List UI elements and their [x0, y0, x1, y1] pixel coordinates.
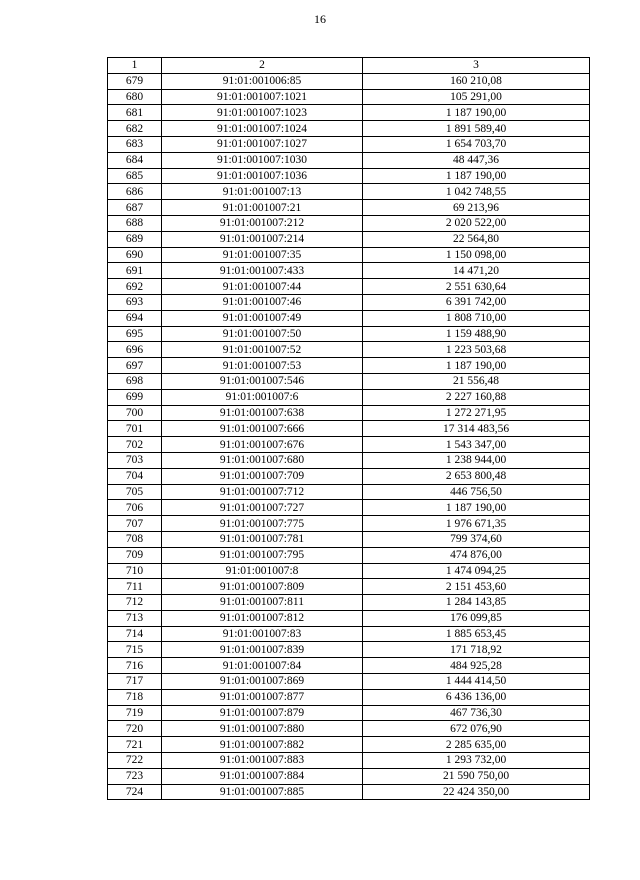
- table-row: [108, 468, 590, 484]
- table-row: [108, 405, 590, 421]
- row-number-cell: 681: [108, 105, 162, 121]
- row-number-cell: 684: [108, 152, 162, 168]
- row-number-cell: 719: [108, 705, 162, 721]
- table-row: [108, 105, 590, 121]
- cadastral-number-cell: 91:01:001007:8: [162, 563, 363, 579]
- table-row: [108, 737, 590, 753]
- row-number-cell: 703: [108, 452, 162, 468]
- cadastral-number-cell: 91:01:001007:84: [162, 658, 363, 674]
- value-cell: 2 551 630,64: [363, 279, 590, 295]
- table-row: [108, 184, 590, 200]
- table-row: [108, 626, 590, 642]
- row-number-cell: 692: [108, 279, 162, 295]
- table-row: [108, 563, 590, 579]
- value-cell: 22 564,80: [363, 231, 590, 247]
- row-number-cell: 693: [108, 294, 162, 310]
- value-cell: 6 436 136,00: [363, 689, 590, 705]
- value-cell: 48 447,36: [363, 152, 590, 168]
- row-number-cell: 702: [108, 437, 162, 453]
- row-number-cell: 715: [108, 642, 162, 658]
- table-row: [108, 579, 590, 595]
- value-cell: 69 213,96: [363, 200, 590, 216]
- table-row: [108, 326, 590, 342]
- value-cell: 1 223 503,68: [363, 342, 590, 358]
- row-number-cell: 711: [108, 579, 162, 595]
- cadastral-number-cell: 91:01:001007:879: [162, 705, 363, 721]
- table-row: [108, 516, 590, 532]
- row-number-cell: 709: [108, 547, 162, 563]
- value-cell: 2 653 800,48: [363, 468, 590, 484]
- cadastral-number-cell: 91:01:001007:1024: [162, 121, 363, 137]
- value-cell: 22 424 350,00: [363, 784, 590, 800]
- row-number-cell: 682: [108, 121, 162, 137]
- table-row: [108, 200, 590, 216]
- table-row: [108, 689, 590, 705]
- value-cell: 14 471,20: [363, 263, 590, 279]
- row-number-cell: 706: [108, 500, 162, 516]
- row-number-cell: 696: [108, 342, 162, 358]
- value-cell: 1 885 653,45: [363, 626, 590, 642]
- table-row: [108, 421, 590, 437]
- cadastral-number-cell: 91:01:001007:83: [162, 626, 363, 642]
- cadastral-number-cell: 91:01:001007:781: [162, 531, 363, 547]
- table-row: [108, 168, 590, 184]
- row-number-cell: 690: [108, 247, 162, 263]
- cadastral-number-cell: 91:01:001007:676: [162, 437, 363, 453]
- row-number-cell: 688: [108, 215, 162, 231]
- cadastral-value-table: [107, 57, 590, 800]
- row-number-cell: 691: [108, 263, 162, 279]
- table-row: [108, 231, 590, 247]
- value-cell: 1 272 271,95: [363, 405, 590, 421]
- value-cell: 105 291,00: [363, 89, 590, 105]
- row-number-cell: 722: [108, 753, 162, 769]
- value-cell: 446 756,50: [363, 484, 590, 500]
- row-number-cell: 686: [108, 184, 162, 200]
- cadastral-number-cell: 91:01:001007:709: [162, 468, 363, 484]
- row-number-cell: 689: [108, 231, 162, 247]
- cadastral-number-cell: 91:01:001007:877: [162, 689, 363, 705]
- table-row: [108, 705, 590, 721]
- cadastral-number-cell: 91:01:001007:882: [162, 737, 363, 753]
- row-number-cell: 705: [108, 484, 162, 500]
- row-number-cell: 680: [108, 89, 162, 105]
- value-cell: 1 150 098,00: [363, 247, 590, 263]
- table-row: [108, 215, 590, 231]
- row-number-cell: 724: [108, 784, 162, 800]
- table-row: [108, 674, 590, 690]
- value-cell: 1 187 190,00: [363, 500, 590, 516]
- cadastral-number-cell: 91:01:001007:214: [162, 231, 363, 247]
- row-number-cell: 700: [108, 405, 162, 421]
- value-cell: 1 654 703,70: [363, 136, 590, 152]
- cadastral-number-cell: 91:01:001007:212: [162, 215, 363, 231]
- table-row: [108, 263, 590, 279]
- cadastral-number-cell: 91:01:001007:638: [162, 405, 363, 421]
- table-row: [108, 484, 590, 500]
- cadastral-number-cell: 91:01:001006:85: [162, 73, 363, 89]
- cadastral-number-cell: 91:01:001007:885: [162, 784, 363, 800]
- table-row: [108, 342, 590, 358]
- column-header-cadastral-number: 2: [162, 58, 363, 74]
- table-row: [108, 452, 590, 468]
- cadastral-number-cell: 91:01:001007:53: [162, 358, 363, 374]
- cadastral-number-cell: 91:01:001007:712: [162, 484, 363, 500]
- cadastral-number-cell: 91:01:001007:1023: [162, 105, 363, 121]
- value-cell: 21 556,48: [363, 373, 590, 389]
- page-number: 16: [314, 12, 326, 26]
- row-number-cell: 723: [108, 768, 162, 784]
- row-number-cell: 679: [108, 73, 162, 89]
- cadastral-number-cell: 91:01:001007:1036: [162, 168, 363, 184]
- cadastral-number-cell: 91:01:001007:680: [162, 452, 363, 468]
- column-header-number: 1: [108, 58, 162, 74]
- cadastral-number-cell: 91:01:001007:812: [162, 610, 363, 626]
- row-number-cell: 712: [108, 595, 162, 611]
- table-row: [108, 373, 590, 389]
- row-number-cell: 707: [108, 516, 162, 532]
- table-body: [108, 73, 590, 800]
- cadastral-number-cell: 91:01:001007:869: [162, 674, 363, 690]
- value-cell: 171 718,92: [363, 642, 590, 658]
- table-row: [108, 152, 590, 168]
- cadastral-number-cell: 91:01:001007:1021: [162, 89, 363, 105]
- cadastral-number-cell: 91:01:001007:884: [162, 768, 363, 784]
- value-cell: 1 187 190,00: [363, 105, 590, 121]
- cadastral-number-cell: 91:01:001007:49: [162, 310, 363, 326]
- table-row: [108, 531, 590, 547]
- cadastral-number-cell: 91:01:001007:1027: [162, 136, 363, 152]
- row-number-cell: 717: [108, 674, 162, 690]
- table-row: [108, 136, 590, 152]
- cadastral-number-cell: 91:01:001007:880: [162, 721, 363, 737]
- row-number-cell: 704: [108, 468, 162, 484]
- value-cell: 160 210,08: [363, 73, 590, 89]
- table-row: [108, 279, 590, 295]
- row-number-cell: 685: [108, 168, 162, 184]
- cadastral-number-cell: 91:01:001007:546: [162, 373, 363, 389]
- cadastral-number-cell: 91:01:001007:35: [162, 247, 363, 263]
- column-header-value: 3: [363, 58, 590, 74]
- row-number-cell: 695: [108, 326, 162, 342]
- value-cell: 1 187 190,00: [363, 168, 590, 184]
- table-row: [108, 610, 590, 626]
- value-cell: 1 474 094,25: [363, 563, 590, 579]
- value-cell: 1 808 710,00: [363, 310, 590, 326]
- cadastral-number-cell: 91:01:001007:52: [162, 342, 363, 358]
- value-cell: 2 285 635,00: [363, 737, 590, 753]
- row-number-cell: 683: [108, 136, 162, 152]
- cadastral-number-cell: 91:01:001007:46: [162, 294, 363, 310]
- table-row: [108, 753, 590, 769]
- row-number-cell: 699: [108, 389, 162, 405]
- value-cell: 467 736,30: [363, 705, 590, 721]
- row-number-cell: 694: [108, 310, 162, 326]
- cadastral-number-cell: 91:01:001007:1030: [162, 152, 363, 168]
- table-row: [108, 294, 590, 310]
- value-cell: 2 151 453,60: [363, 579, 590, 595]
- table-row: [108, 500, 590, 516]
- cadastral-number-cell: 91:01:001007:433: [162, 263, 363, 279]
- table-row: [108, 437, 590, 453]
- cadastral-number-cell: 91:01:001007:44: [162, 279, 363, 295]
- cadastral-number-cell: 91:01:001007:13: [162, 184, 363, 200]
- row-number-cell: 720: [108, 721, 162, 737]
- cadastral-number-cell: 91:01:001007:775: [162, 516, 363, 532]
- value-cell: 1 891 589,40: [363, 121, 590, 137]
- value-cell: 672 076,90: [363, 721, 590, 737]
- row-number-cell: 697: [108, 358, 162, 374]
- table-row: [108, 89, 590, 105]
- value-cell: 1 187 190,00: [363, 358, 590, 374]
- value-cell: 6 391 742,00: [363, 294, 590, 310]
- row-number-cell: 698: [108, 373, 162, 389]
- cadastral-number-cell: 91:01:001007:727: [162, 500, 363, 516]
- row-number-cell: 710: [108, 563, 162, 579]
- value-cell: 1 284 143,85: [363, 595, 590, 611]
- value-cell: 17 314 483,56: [363, 421, 590, 437]
- value-cell: 1 543 347,00: [363, 437, 590, 453]
- cadastral-number-cell: 91:01:001007:6: [162, 389, 363, 405]
- value-cell: 1 293 732,00: [363, 753, 590, 769]
- cadastral-number-cell: 91:01:001007:50: [162, 326, 363, 342]
- row-number-cell: 713: [108, 610, 162, 626]
- cadastral-number-cell: 91:01:001007:811: [162, 595, 363, 611]
- table-row: [108, 721, 590, 737]
- value-cell: 799 374,60: [363, 531, 590, 547]
- value-cell: 1 042 748,55: [363, 184, 590, 200]
- table-row: [108, 768, 590, 784]
- value-cell: 2 020 522,00: [363, 215, 590, 231]
- table-row: [108, 784, 590, 800]
- cadastral-number-cell: 91:01:001007:21: [162, 200, 363, 216]
- value-cell: 1 444 414,50: [363, 674, 590, 690]
- table-row: [108, 642, 590, 658]
- row-number-cell: 714: [108, 626, 162, 642]
- table-header-row: [108, 58, 590, 74]
- value-cell: 176 099,85: [363, 610, 590, 626]
- table-row: [108, 595, 590, 611]
- row-number-cell: 687: [108, 200, 162, 216]
- row-number-cell: 701: [108, 421, 162, 437]
- row-number-cell: 721: [108, 737, 162, 753]
- value-cell: 474 876,00: [363, 547, 590, 563]
- value-cell: 21 590 750,00: [363, 768, 590, 784]
- table-row: [108, 247, 590, 263]
- row-number-cell: 716: [108, 658, 162, 674]
- value-cell: 1 238 944,00: [363, 452, 590, 468]
- row-number-cell: 718: [108, 689, 162, 705]
- cadastral-number-cell: 91:01:001007:883: [162, 753, 363, 769]
- table-row: [108, 358, 590, 374]
- table-row: [108, 547, 590, 563]
- table-row: [108, 121, 590, 137]
- cadastral-number-cell: 91:01:001007:666: [162, 421, 363, 437]
- value-cell: 1 976 671,35: [363, 516, 590, 532]
- value-cell: 484 925,28: [363, 658, 590, 674]
- value-cell: 2 227 160,88: [363, 389, 590, 405]
- table-row: [108, 389, 590, 405]
- cadastral-number-cell: 91:01:001007:809: [162, 579, 363, 595]
- table-row: [108, 73, 590, 89]
- cadastral-number-cell: 91:01:001007:795: [162, 547, 363, 563]
- table-row: [108, 310, 590, 326]
- row-number-cell: 708: [108, 531, 162, 547]
- cadastral-number-cell: 91:01:001007:839: [162, 642, 363, 658]
- table-row: [108, 658, 590, 674]
- value-cell: 1 159 488,90: [363, 326, 590, 342]
